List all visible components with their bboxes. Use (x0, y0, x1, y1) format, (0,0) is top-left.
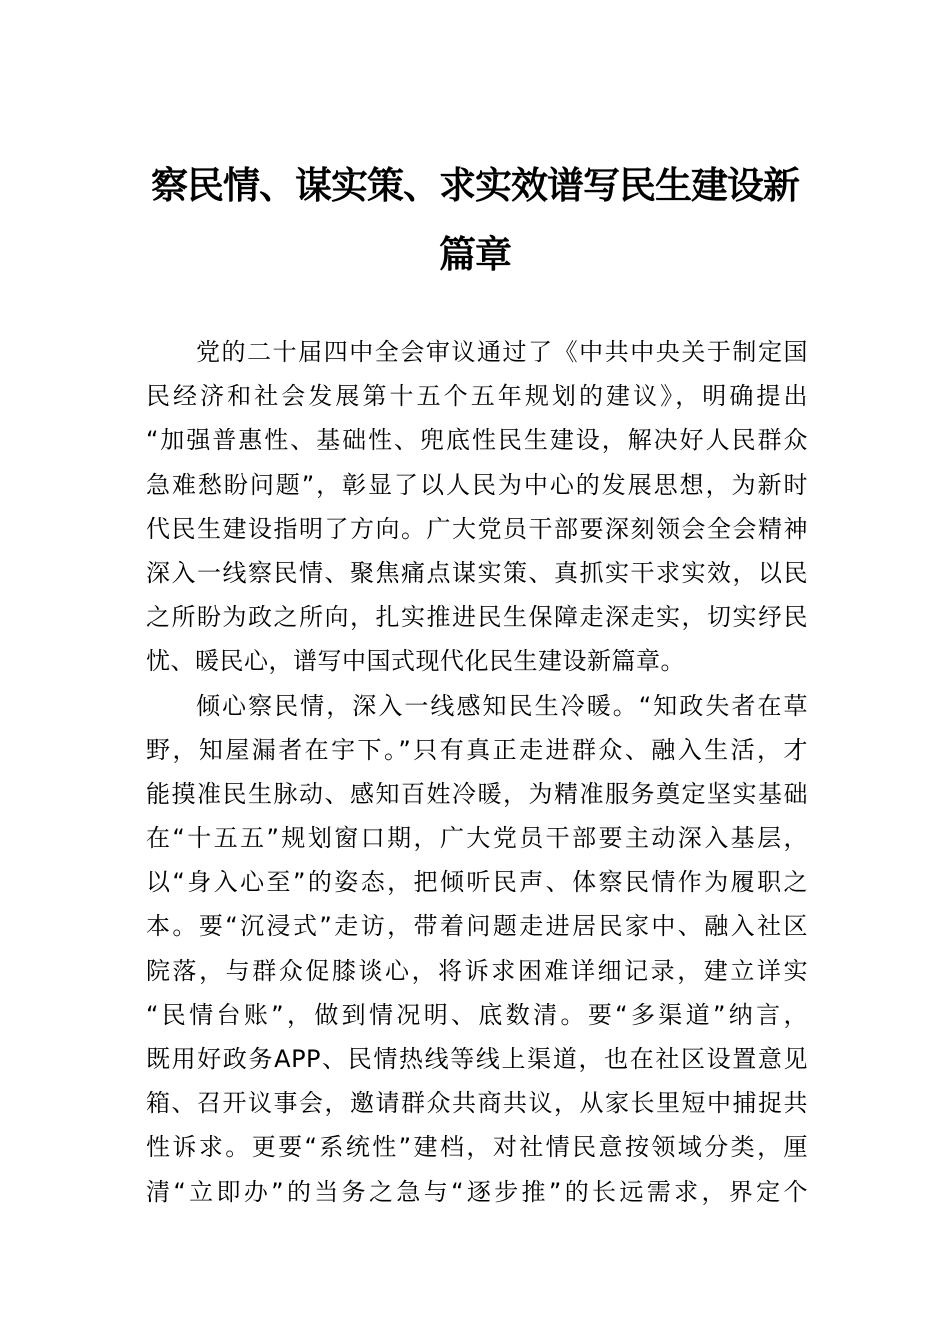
paragraph-line: 野，知屋漏者在宇下。”只有真正走进群众、融入生活，才 (146, 735, 808, 764)
paragraph-line: 倾心察民情，深入一线感知民生冷暖。“知政失者在草 (196, 691, 808, 720)
paragraph-line: “加强普惠性、基础性、兜底性民生建设，解决好人民群众 (146, 426, 808, 455)
paragraph-line: 党的二十届四中全会审议通过了《中共中央关于制定国 (196, 338, 808, 366)
paragraph-line: 急难愁盼问题”，彰显了以人民为中心的发展思想，为新时 (146, 470, 808, 499)
paragraph-line: 院落，与群众促膝谈心，将诉求困难详细记录，建立详实 (146, 956, 808, 985)
paragraph-line: 之所盼为政之所向，扎实推进民生保障走深走实，切实纾民 (146, 603, 808, 632)
paragraph-line: 深入一线察民情、聚焦痛点谋实策、真抓实干求实效，以民 (146, 558, 808, 587)
document-title-line-2: 篇章 (439, 232, 511, 276)
paragraph-line: 以“身入心至”的姿态，把倾听民声、体察民情作为履职之 (146, 868, 808, 897)
paragraph-line: 既用好政务APP、民情热线等线上渠道，也在社区设置意见 (146, 1045, 808, 1073)
document-title-line-1: 察民情、谋实策、求实效谱写民生建设新 (151, 163, 799, 207)
paragraph-line: 性诉求。更要“系统性”建档，对社情民意按领域分类，厘 (146, 1133, 808, 1162)
paragraph-line: 清“立即办”的当务之急与“逐步推”的长远需求，界定个 (146, 1177, 808, 1206)
paragraph-line: 能摸准民生脉动、感知百姓冷暖，为精准服务奠定坚实基础 (146, 779, 808, 808)
paragraph-line: 民经济和社会发展第十五个五年规划的建议》，明确提出 (146, 382, 808, 411)
document-body (146, 330, 808, 1214)
paragraph-line: “民情台账”，做到情况明、底数清。要“多渠道”纳言， (146, 1000, 808, 1029)
paragraph-line: 代民生建设指明了方向。广大党员干部要深刻领会全会精神 (146, 514, 808, 543)
paragraph-line: 忧、暖民心，谱写中国式现代化民生建设新篇章。 (146, 647, 685, 676)
paragraph-line: 箱、召开议事会，邀请群众共商共议，从家长里短中捕捉共 (146, 1089, 808, 1118)
paragraph-2 (146, 684, 808, 1214)
paragraph-1 (146, 330, 808, 684)
paragraph-line: 在“十五五”规划窗口期，广大党员干部要主动深入基层， (146, 824, 808, 853)
paragraph-line: 本。要“沉浸式”走访，带着问题走进居民家中、融入社区 (146, 912, 808, 941)
